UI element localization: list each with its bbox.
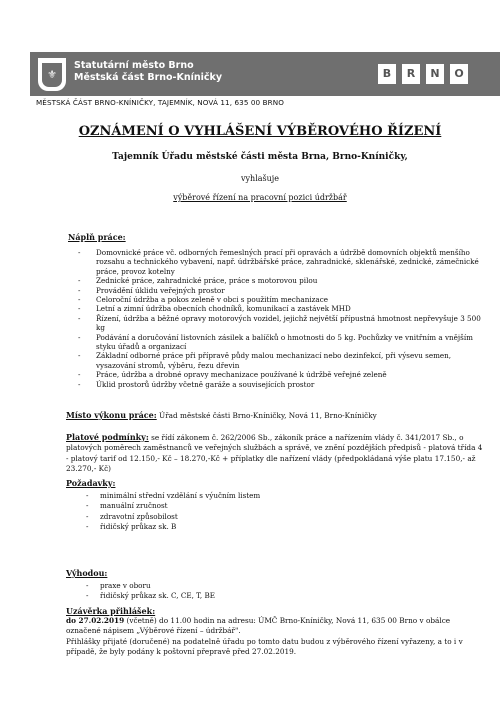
salary-text: se řídí zákonem č. 262/2006 Sb., zákoník práce a nařízením vlády č. 341/2017 Sb., o platových poměrech zaměstnanců ve veřejných službách a správě, ve znění pozdějších předpisů - platová třída 4 - platový tarif od 12.150,- Kč – 18.270,-Kč + příplatky dle nařízení vlády (předpokládaná výše platu 17.150,- až 23.270,- Kč) [66, 433, 483, 473]
requirements-label: Požadavky: [66, 478, 116, 488]
workplace-paragraph [66, 410, 486, 421]
position-title: výběrové řízení na pracovní pozici údržbář [173, 193, 347, 202]
deadline-label: Uzávěrka přihlášek: [66, 606, 156, 616]
list-item: - Podávání a doručování listovních zásilek a balíčků o hmotnosti do 5 kg. Pochůzky ve vnitřním a vnějším styku úřadů a organizací [78, 332, 473, 352]
list-item: - minimální střední vzdělání s výučním listem [86, 491, 261, 500]
banner-district-name: Městská část Brno-Kníničky [74, 72, 223, 83]
list-item: - manuální zručnost [86, 501, 168, 511]
document-title: OZNÁMENÍ O VYHLÁŠENÍ VÝBĚROVÉHO ŘÍZENÍ [78, 124, 442, 139]
brno-letter-o: O [450, 64, 468, 84]
brno-letter-r: R [402, 64, 420, 84]
list-item: - Domovnické práce vč. odborných řemeslných prací při opravách a údržbě domovních objektů menšího rozsahu a technického vybavení, např. údržbářské práce, zahradnické, sklenářské, zednické, zámečnické práce, provoz kotelny [78, 248, 479, 276]
announces-word: vyhlašuje [241, 174, 279, 183]
salary-label: Platové podmínky: [66, 432, 149, 442]
advantages-label: Výhodou: [66, 568, 108, 578]
list-item: - řidičský průkaz sk. B [86, 522, 177, 532]
list-item: - Celoroční údržba a pokos zeleně v obci s použitím mechanizace [78, 295, 328, 305]
duties-label: Náplň práce: [68, 232, 126, 242]
salary-paragraph [66, 432, 484, 474]
list-item: - Úklid prostorů údržby včetně garáže a souvisejících prostor [78, 379, 315, 389]
list-item: - řidičský průkaz sk. C, CE, T, BE [86, 591, 216, 601]
list-item: - Základní odborné práce při přípravě půdy malou mechanizací nebo dezinfekcí, při výsevu semen, vysazování stromů, výběru, řezu dřevin [78, 351, 452, 370]
brno-letter-b: B [378, 64, 396, 84]
list-item: - Zednické práce, zahradnické práce, práce s motorovou pilou [78, 276, 318, 286]
office-address: MĚSTSKÁ ČÁST BRNO-KNÍNIČKY, TAJEMNÍK, NOVÁ 11, 635 00 BRNO [36, 98, 284, 107]
list-item: - praxe v oboru [86, 581, 151, 590]
header-banner [30, 52, 500, 96]
workplace-label: Místo výkonu práce: [66, 410, 157, 420]
list-item: - Řízení, údržba a běžné opravy motorových vozidel, jejichž největší přípustná hmotnost nepřevyšuje 3 500 kg [78, 313, 481, 333]
issuer-line: Tajemník Úřadu městské části města Brna, Brno-Kníničky, [112, 152, 408, 162]
advantages-list [86, 581, 215, 602]
list-item: - Letní a zimní údržba obecních chodníků, komunikací a zastávek MHD [78, 304, 351, 314]
list-item: - zdravotní způsobilost [86, 511, 178, 521]
requirements-list [86, 491, 260, 533]
workplace-text: Úřad městské části Brno-Kníničky, Nová 11, Brno-Kníničky [159, 411, 377, 420]
list-item: - Práce, údržba a drobné opravy mechanizace používané k údržbě veřejné zeleně [78, 370, 387, 380]
deadline-paragraph: do 27.02.2019 (včetně) do 11.00 hodin na adresu: ÚMČ Brno-Kníničky, Nová 11, 635 00 Brno v obálce označené nápisem „Výběrové řízení – údržbář". Přihlášky přijaté (doručené) na podatelně úřadu po tomto datu budou z výběrového řízení vyřazeny, a to i v případě, že byly podány k poštovní přepravě před 27.02.2019. [66, 616, 463, 656]
list-item: - Provádění úklidu veřejných prostor [78, 285, 225, 295]
coat-of-arms-icon: ⚜ [38, 58, 66, 91]
duties-list [78, 248, 488, 389]
brno-letter-n: N [426, 64, 444, 84]
deadline-date: do 27.02.2019 [66, 616, 125, 625]
banner-city-name: Statutární město Brno [74, 60, 194, 71]
